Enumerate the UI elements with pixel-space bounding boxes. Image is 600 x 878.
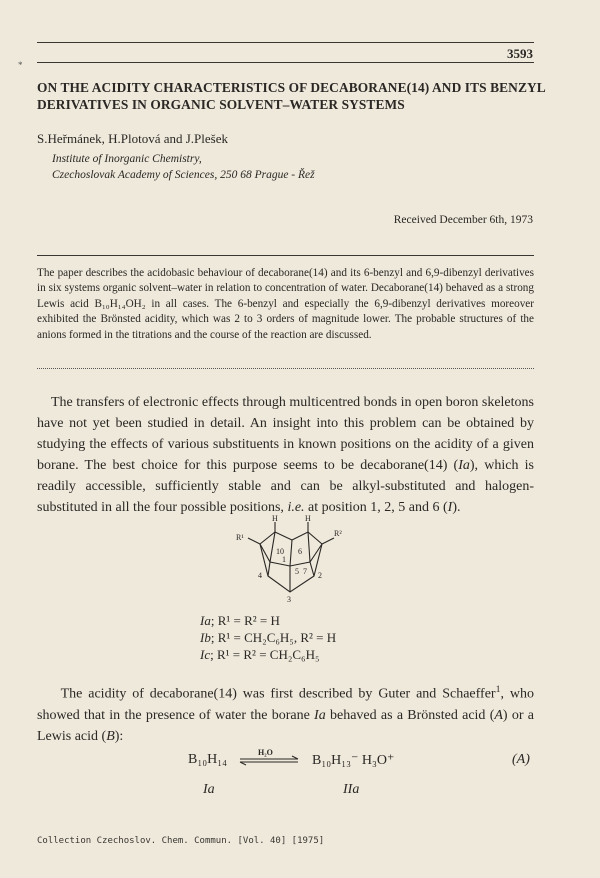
affiliation-line-2: Czechoslovak Academy of Sciences, 250 68 Prague - Řež xyxy=(52,169,315,181)
abstract xyxy=(37,266,534,343)
label-1: 1 xyxy=(282,555,286,564)
intro-text-c: at position 1, 2, 5 and 6 ( xyxy=(304,500,448,515)
label-6: 6 xyxy=(298,547,302,556)
abstract-bottom-rule xyxy=(37,368,534,369)
page-number: 3593 xyxy=(507,46,533,61)
intro-text-d: ). xyxy=(452,500,461,515)
article-title: ON THE ACIDITY CHARACTERISTICS OF DECABORANE(14) AND ITS BENZYL DERIVATIVES IN ORGANIC SOLVENT–WATER SYSTEMS xyxy=(37,80,546,112)
affiliation-line-1: Institute of Inorganic Chemistry, xyxy=(52,153,202,165)
title-rule xyxy=(37,62,534,63)
article-authors: S.Heřmánek, H.Plotová and J.Plešek xyxy=(37,131,229,146)
def-ic: Ic; R¹ = R² = CH₂C₆H₅ xyxy=(200,647,320,662)
equation-reactant-id: Ia xyxy=(203,782,215,797)
abstract-text-2: in all cases. The 6-benzyl and especially the 6,9-dibenzyl derivatives moreover exhibited the Brönsted acidity, which was 2 to 3 orders of magnitude lower. The probable structures of the anions formed in the titrations and the course of the reaction are discussed. xyxy=(37,297,534,341)
intro-i: I xyxy=(447,500,453,515)
label-h-left: H xyxy=(272,514,278,523)
margin-mark: * xyxy=(18,60,23,70)
def-ia: Ia; R¹ = R² = H xyxy=(200,613,280,628)
equation-label: (A) xyxy=(512,752,530,767)
abstract-text-1: The paper describes the acidobasic behaviour of decaborane(14) and its 6-benzyl and 6,9-dibenzyl derivatives in six systems organic solvent–water in relation to concentration of water. Decaborane(14) behaved as a strong Lewis acid xyxy=(37,267,534,310)
intro-text-b: ), which is readily accessible, sufficiently stable and can be alkyl-substituted and halogen-substituted in all the four possible positions, xyxy=(37,458,534,515)
equation-reactant: B₁₀H₁₄ xyxy=(188,752,227,767)
intro-ie: i.e. xyxy=(287,500,305,515)
equation-product: B₁₀H₁₃⁻ H₃O⁺ xyxy=(312,753,395,768)
label-3: 3 xyxy=(287,595,291,604)
def-ib: Ib; R¹ = CH₂C₆H₅, R² = H xyxy=(200,630,337,645)
intro-paragraph xyxy=(37,392,534,518)
label-5: 5 xyxy=(295,567,299,576)
intro-text-a: The transfers of electronic effects through multicentred bonds in open boron skeletons have not yet been studied in detail. An insight into this problem can be obtained by studying the effects of various substituents in known positions on the acidity of a given borane. The best choice for this purpose seems to be decaborane(14) ( xyxy=(37,395,534,473)
label-r1: R¹ xyxy=(236,533,244,542)
journal-footer: Collection Czechoslov. Chem. Commun. [Vol. 40] [1975] xyxy=(37,836,325,846)
label-4: 4 xyxy=(258,571,262,580)
equilibrium-arrow-icon xyxy=(236,748,302,768)
label-2: 2 xyxy=(318,571,322,580)
label-r2: R² xyxy=(334,529,342,538)
label-10: 10 xyxy=(276,547,284,556)
decaborane-structure-diagram xyxy=(230,514,350,604)
compound-definitions xyxy=(200,612,336,663)
svg-text:H₂O: H₂O xyxy=(258,748,273,757)
article-affiliation xyxy=(52,151,315,183)
label-h-right: H xyxy=(305,514,311,523)
equation-product-id: IIa xyxy=(343,782,360,797)
abstract-formula: B₁₀H₁₄OH₂ xyxy=(94,297,146,310)
abstract-top-rule xyxy=(37,255,534,256)
reference-1: 1 xyxy=(495,684,501,695)
intro-ia: Ia xyxy=(458,458,470,473)
acidity-paragraph: The acidity of decaborane(14) was first described by Guter and Schaeffer$^1$, who showed that in the presence of water the borane Ia behaved as a Brönsted acid (A) or a Lewis acid (B): xyxy=(37,684,534,744)
label-7: 7 xyxy=(303,567,307,576)
received-date: Received December 6th, 1973 xyxy=(393,214,533,226)
header-rule xyxy=(37,42,534,43)
